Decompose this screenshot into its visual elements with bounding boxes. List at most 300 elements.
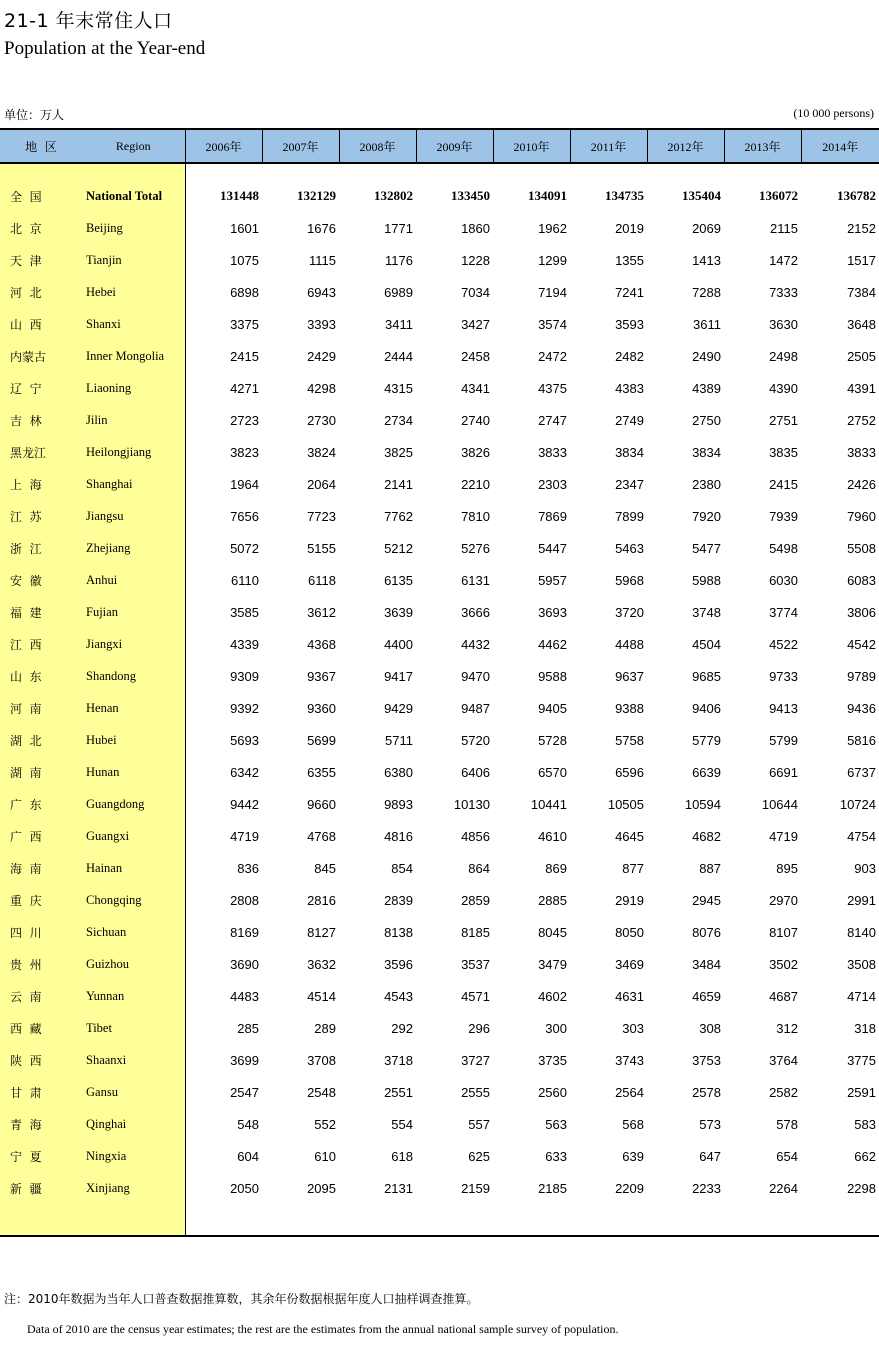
population-value: 8050 [615, 924, 644, 940]
population-value: 2069 [692, 220, 721, 236]
population-value: 2505 [847, 348, 876, 364]
population-value: 2730 [307, 412, 336, 428]
table-row [0, 1108, 879, 1140]
region-name-cn: 江 苏 [0, 500, 82, 532]
population-value: 7869 [538, 508, 567, 524]
population-value: 7656 [230, 508, 259, 524]
population-value: 2551 [384, 1084, 413, 1100]
population-value: 2458 [461, 348, 490, 364]
population-value: 8076 [692, 924, 721, 940]
population-value: 7288 [692, 284, 721, 300]
region-name-en: Shanghai [82, 468, 185, 500]
population-value: 5693 [230, 732, 259, 748]
region-name-cn: 安 徽 [0, 564, 82, 596]
population-value: 1299 [538, 252, 567, 268]
unit-label-cn: 单位：万人 [4, 108, 65, 122]
population-value: 10130 [453, 796, 490, 812]
population-value: 3826 [461, 444, 490, 460]
header-year: 2014年 [801, 129, 879, 163]
region-name-en: Jiangsu [82, 500, 185, 532]
region-name-cn: 重 庆 [0, 884, 82, 916]
population-value: 7034 [461, 284, 490, 300]
table-row [0, 852, 879, 884]
table-row [0, 340, 879, 372]
population-value: 887 [699, 860, 721, 876]
population-value: 7194 [538, 284, 567, 300]
population-value: 9388 [615, 700, 644, 716]
population-value: 9360 [307, 700, 336, 716]
table-row [0, 1172, 879, 1204]
population-value: 3612 [307, 604, 336, 620]
table-row [0, 692, 879, 724]
population-value: 5816 [847, 732, 876, 748]
population-value: 1075 [230, 252, 259, 268]
population-value: 568 [622, 1116, 644, 1132]
table-row [0, 916, 879, 948]
population-value: 135404 [682, 188, 721, 203]
population-value: 2591 [847, 1084, 876, 1100]
population-value: 3632 [307, 956, 336, 972]
region-name-en: Shandong [82, 660, 185, 692]
region-name-cn: 宁 夏 [0, 1140, 82, 1172]
population-value: 4631 [615, 988, 644, 1004]
population-value: 6570 [538, 764, 567, 780]
table-row [0, 660, 879, 692]
region-name-en: Shanxi [82, 308, 185, 340]
footnote-en: Data of 2010 are the census year estimates; the rest are the estimates from the annual national sample survey of population. [27, 1322, 619, 1336]
population-value: 6596 [615, 764, 644, 780]
population-value: 1472 [769, 252, 798, 268]
population-value: 2750 [692, 412, 721, 428]
population-value: 7241 [615, 284, 644, 300]
population-value: 3411 [385, 316, 413, 332]
population-value: 9685 [692, 668, 721, 684]
population-value: 308 [699, 1020, 721, 1036]
population-value: 4315 [384, 380, 413, 396]
population-value: 6135 [384, 572, 413, 588]
population-value: 4754 [847, 828, 876, 844]
region-name-cn: 山 东 [0, 660, 82, 692]
population-value: 3833 [538, 444, 567, 460]
population-value: 3693 [538, 604, 567, 620]
table-row [0, 1076, 879, 1108]
region-name-en: Beijing [82, 212, 185, 244]
population-value: 8045 [538, 924, 567, 940]
region-name-en: Yunnan [82, 980, 185, 1012]
population-value: 548 [237, 1116, 259, 1132]
population-value: 647 [699, 1148, 721, 1164]
population-value: 2560 [538, 1084, 567, 1100]
table-row [0, 820, 879, 852]
population-value: 4602 [538, 988, 567, 1004]
region-name-cn: 云 南 [0, 980, 82, 1012]
population-value: 2264 [769, 1180, 798, 1196]
header-year: 2012年 [647, 129, 724, 163]
population-table [0, 128, 879, 1237]
region-name-cn: 青 海 [0, 1108, 82, 1140]
population-value: 6110 [231, 572, 259, 588]
population-value: 836 [237, 860, 259, 876]
population-value: 9893 [384, 796, 413, 812]
population-value: 6639 [692, 764, 721, 780]
population-value: 3833 [847, 444, 876, 460]
population-value: 1601 [230, 220, 259, 236]
population-value: 6355 [307, 764, 336, 780]
population-value: 5728 [538, 732, 567, 748]
population-value: 6131 [461, 572, 490, 588]
region-name-en: Hainan [82, 852, 185, 884]
population-value: 2970 [769, 892, 798, 908]
population-value: 1517 [847, 252, 876, 268]
population-value: 4714 [847, 988, 876, 1004]
population-value: 9470 [461, 668, 490, 684]
population-value: 6342 [230, 764, 259, 780]
population-value: 2159 [461, 1180, 490, 1196]
table-body [0, 163, 879, 1236]
population-value: 5957 [538, 572, 567, 588]
population-value: 5155 [307, 540, 336, 556]
region-name-en: Guangdong [82, 788, 185, 820]
table-row [0, 564, 879, 596]
population-value: 3806 [847, 604, 876, 620]
population-value: 5720 [461, 732, 490, 748]
table-row [0, 244, 879, 276]
population-value: 4514 [307, 988, 336, 1004]
population-value: 1964 [230, 476, 259, 492]
population-value: 854 [391, 860, 413, 876]
header-year: 2009年 [416, 129, 493, 163]
population-value: 3508 [847, 956, 876, 972]
population-value: 4400 [384, 636, 413, 652]
region-name-cn: 内蒙古 [0, 340, 82, 372]
region-name-cn: 湖 南 [0, 756, 82, 788]
population-value: 5447 [538, 540, 567, 556]
population-value: 2945 [692, 892, 721, 908]
table-row [0, 532, 879, 564]
header-year: 2006年 [185, 129, 262, 163]
population-value: 6083 [847, 572, 876, 588]
table-row [0, 308, 879, 340]
population-value: 3666 [461, 604, 490, 620]
population-value: 573 [699, 1116, 721, 1132]
population-value: 2185 [538, 1180, 567, 1196]
header-year: 2011年 [570, 129, 647, 163]
population-value: 1176 [385, 252, 413, 268]
population-value: 3718 [384, 1052, 413, 1068]
population-value: 2747 [538, 412, 567, 428]
population-value: 604 [237, 1148, 259, 1164]
table-row [0, 436, 879, 468]
population-value: 2429 [307, 348, 336, 364]
population-value: 3708 [307, 1052, 336, 1068]
population-value: 4768 [307, 828, 336, 844]
population-value: 2115 [770, 220, 798, 236]
population-value: 3593 [615, 316, 644, 332]
region-name-cn: 新 疆 [0, 1172, 82, 1204]
population-value: 2152 [847, 220, 876, 236]
population-value: 3775 [847, 1052, 876, 1068]
region-name-cn: 山 西 [0, 308, 82, 340]
region-name-en: Qinghai [82, 1108, 185, 1140]
population-value: 1771 [384, 220, 413, 236]
population-value: 8140 [847, 924, 876, 940]
region-name-en: Liaoning [82, 372, 185, 404]
table-row [0, 628, 879, 660]
population-value: 5463 [615, 540, 644, 556]
population-value: 557 [468, 1116, 490, 1132]
population-value: 10594 [684, 796, 721, 812]
population-value: 6691 [769, 764, 798, 780]
population-value: 2839 [384, 892, 413, 908]
population-value: 2751 [769, 412, 798, 428]
population-value: 10644 [761, 796, 798, 812]
population-value: 7333 [769, 284, 798, 300]
population-value: 6030 [769, 572, 798, 588]
population-value: 3469 [615, 956, 644, 972]
population-value: 4483 [230, 988, 259, 1004]
population-value: 4719 [230, 828, 259, 844]
region-name-en: Xinjiang [82, 1172, 185, 1204]
region-name-en: Hunan [82, 756, 185, 788]
table-row [0, 276, 879, 308]
population-value: 2859 [461, 892, 490, 908]
population-value: 2752 [847, 412, 876, 428]
population-value: 3824 [307, 444, 336, 460]
population-value: 2209 [615, 1180, 644, 1196]
region-name-en: Heilongjiang [82, 436, 185, 468]
population-value: 7899 [615, 508, 644, 524]
population-value: 2347 [615, 476, 644, 492]
population-value: 5799 [769, 732, 798, 748]
population-value: 3823 [230, 444, 259, 460]
population-value: 3699 [230, 1052, 259, 1068]
table-row [0, 884, 879, 916]
population-value: 7960 [847, 508, 876, 524]
population-value: 3748 [692, 604, 721, 620]
region-name-en: Guangxi [82, 820, 185, 852]
population-value: 1676 [307, 220, 336, 236]
population-value: 5988 [692, 572, 721, 588]
header-year: 2013年 [724, 129, 801, 163]
population-value: 2050 [230, 1180, 259, 1196]
population-value: 2298 [847, 1180, 876, 1196]
population-value: 1413 [692, 252, 721, 268]
population-value: 2991 [847, 892, 876, 908]
population-value: 10724 [839, 796, 876, 812]
population-value: 4298 [307, 380, 336, 396]
population-value: 4368 [307, 636, 336, 652]
population-value: 903 [854, 860, 876, 876]
region-name-en: Tianjin [82, 244, 185, 276]
population-value: 9309 [230, 668, 259, 684]
population-value: 2564 [615, 1084, 644, 1100]
population-value: 8138 [384, 924, 413, 940]
population-value: 5072 [230, 540, 259, 556]
population-value: 6898 [230, 284, 259, 300]
region-name-cn: 西 藏 [0, 1012, 82, 1044]
population-value: 3648 [847, 316, 876, 332]
population-value: 864 [468, 860, 490, 876]
population-value: 7723 [307, 508, 336, 524]
population-value: 3834 [615, 444, 644, 460]
region-name-en: Guizhou [82, 948, 185, 980]
population-value: 133450 [451, 188, 490, 203]
population-value: 318 [854, 1020, 876, 1036]
region-name-en: Henan [82, 692, 185, 724]
population-value: 4383 [615, 380, 644, 396]
population-value: 583 [854, 1116, 876, 1132]
population-value: 3825 [384, 444, 413, 460]
population-value: 2498 [769, 348, 798, 364]
population-value: 3596 [384, 956, 413, 972]
population-value: 625 [468, 1148, 490, 1164]
population-value: 5498 [769, 540, 798, 556]
population-value: 132129 [297, 188, 336, 203]
population-value: 2723 [230, 412, 259, 428]
header-year: 2007年 [262, 129, 339, 163]
population-value: 4816 [384, 828, 413, 844]
population-value: 296 [468, 1020, 490, 1036]
region-name-cn: 四 川 [0, 916, 82, 948]
population-value: 3585 [230, 604, 259, 620]
region-name-en: Tibet [82, 1012, 185, 1044]
population-value: 5758 [615, 732, 644, 748]
population-value: 4390 [769, 380, 798, 396]
region-name-cn: 河 北 [0, 276, 82, 308]
population-value: 2490 [692, 348, 721, 364]
region-name-cn: 海 南 [0, 852, 82, 884]
population-value: 9417 [384, 668, 413, 684]
population-value: 4341 [461, 380, 490, 396]
population-value: 3611 [693, 316, 721, 332]
table-row [0, 596, 879, 628]
table-row-total [0, 180, 879, 212]
header-row [0, 129, 879, 163]
population-value: 5699 [307, 732, 336, 748]
population-value: 9637 [615, 668, 644, 684]
population-value: 869 [545, 860, 567, 876]
population-value: 2426 [847, 476, 876, 492]
population-value: 4391 [847, 380, 876, 396]
table-row [0, 1140, 879, 1172]
population-value: 9588 [538, 668, 567, 684]
population-value: 552 [314, 1116, 336, 1132]
spacer-row [0, 1204, 879, 1236]
population-value: 4271 [230, 380, 259, 396]
population-value: 4610 [538, 828, 567, 844]
region-name-en: Hebei [82, 276, 185, 308]
table-row [0, 788, 879, 820]
region-name-en: Ningxia [82, 1140, 185, 1172]
population-value: 134735 [605, 188, 644, 203]
population-value: 2444 [384, 348, 413, 364]
region-name-cn: 广 东 [0, 788, 82, 820]
population-value: 4645 [615, 828, 644, 844]
population-value: 4432 [461, 636, 490, 652]
population-value: 3774 [769, 604, 798, 620]
population-value: 6737 [847, 764, 876, 780]
region-name-cn: 全 国 [0, 180, 82, 212]
population-value: 3720 [615, 604, 644, 620]
population-value: 563 [545, 1116, 567, 1132]
population-value: 5276 [461, 540, 490, 556]
population-value: 300 [545, 1020, 567, 1036]
population-value: 6380 [384, 764, 413, 780]
table-row [0, 468, 879, 500]
population-value: 618 [391, 1148, 413, 1164]
population-value: 3502 [769, 956, 798, 972]
table-row [0, 404, 879, 436]
region-name-cn: 黑龙江 [0, 436, 82, 468]
population-value: 2885 [538, 892, 567, 908]
population-value: 554 [391, 1116, 413, 1132]
population-value: 3735 [538, 1052, 567, 1068]
population-value: 136072 [759, 188, 798, 203]
region-name-en: Hubei [82, 724, 185, 756]
table-row [0, 948, 879, 980]
population-value: 6989 [384, 284, 413, 300]
population-value: 5477 [692, 540, 721, 556]
region-name-en: Sichuan [82, 916, 185, 948]
table-row [0, 724, 879, 756]
population-value: 3393 [307, 316, 336, 332]
region-name-en: Jiangxi [82, 628, 185, 660]
population-value: 7384 [847, 284, 876, 300]
population-value: 4504 [692, 636, 721, 652]
table-title-en: Population at the Year-end [4, 38, 206, 59]
population-value: 4543 [384, 988, 413, 1004]
population-value: 3639 [384, 604, 413, 620]
population-value: 3630 [769, 316, 798, 332]
population-value: 3484 [692, 956, 721, 972]
population-value: 9429 [384, 700, 413, 716]
population-value: 2482 [615, 348, 644, 364]
population-value: 2749 [615, 412, 644, 428]
population-value: 303 [622, 1020, 644, 1036]
population-value: 3753 [692, 1052, 721, 1068]
population-value: 1115 [309, 252, 336, 268]
population-value: 7762 [384, 508, 413, 524]
population-value: 895 [776, 860, 798, 876]
population-value: 6943 [307, 284, 336, 300]
population-value: 2019 [615, 220, 644, 236]
population-value: 3537 [461, 956, 490, 972]
population-value: 9733 [769, 668, 798, 684]
region-name-en: Shaanxi [82, 1044, 185, 1076]
region-name-cn: 北 京 [0, 212, 82, 244]
population-value: 639 [622, 1148, 644, 1164]
population-value: 654 [776, 1148, 798, 1164]
population-value: 5508 [847, 540, 876, 556]
population-value: 5779 [692, 732, 721, 748]
population-value: 4462 [538, 636, 567, 652]
population-value: 9405 [538, 700, 567, 716]
region-name-cn: 贵 州 [0, 948, 82, 980]
population-value: 134091 [528, 188, 567, 203]
population-value: 3375 [230, 316, 259, 332]
population-value: 2919 [615, 892, 644, 908]
region-name-cn: 江 西 [0, 628, 82, 660]
region-name-cn: 福 建 [0, 596, 82, 628]
population-value: 1962 [538, 220, 567, 236]
header-region-en: Region [82, 129, 185, 163]
table-row [0, 1012, 879, 1044]
population-value: 136782 [837, 188, 876, 203]
footnote-cn: 注：2010年数据为当年人口普查数据推算数，其余年份数据根据年度人口抽样调查推算。 [4, 1292, 479, 1306]
population-value: 4571 [461, 988, 490, 1004]
population-value: 1228 [461, 252, 490, 268]
population-value: 3479 [538, 956, 567, 972]
